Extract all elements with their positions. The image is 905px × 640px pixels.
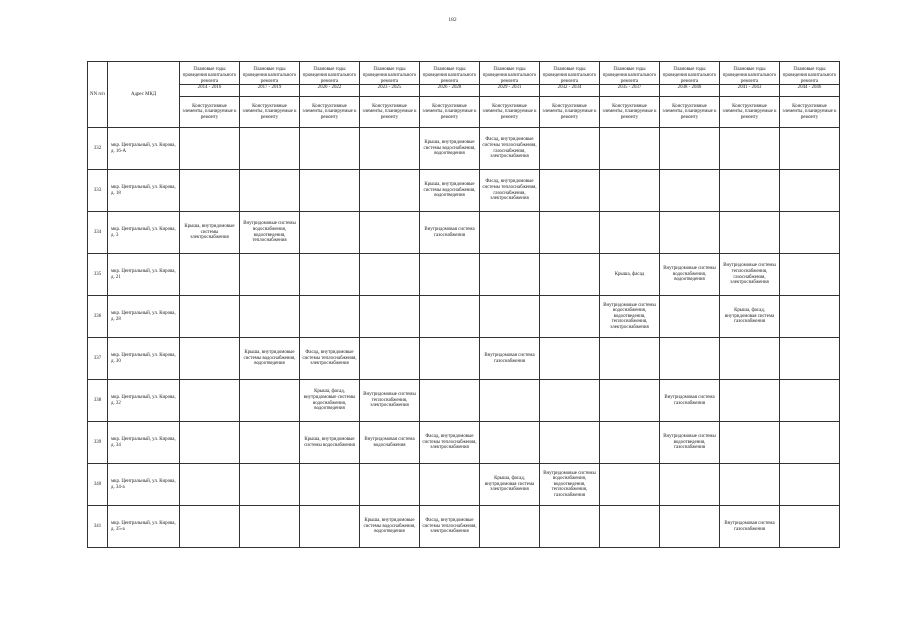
row-address-cell bbox=[108, 170, 180, 212]
repair-cell: Крыша, внутридомовые системы водоснабжения, водоотведения bbox=[420, 170, 480, 212]
row-address: мкр. Центральный, ул. Кирова, д. 3 bbox=[111, 226, 176, 238]
repair-cell: Внутридомовая система водоснабжения bbox=[360, 422, 420, 464]
header-period-6 bbox=[540, 62, 600, 97]
repair-cell: Крыша, внутридомовые системы водоснабжения, водоотведения bbox=[360, 506, 420, 548]
row-address-cell bbox=[108, 506, 180, 548]
table-row bbox=[88, 254, 840, 296]
repair-cell bbox=[540, 296, 600, 338]
repair-cell bbox=[780, 422, 840, 464]
repair-cell: Внутридомовая система газоснабжения bbox=[480, 338, 540, 380]
repair-cell bbox=[600, 128, 660, 170]
repair-cell bbox=[600, 170, 660, 212]
row-address: мкр. Центральный, ул. Кирова, д. 18 bbox=[111, 184, 176, 196]
row-address-cell bbox=[108, 296, 180, 338]
repair-cell: Фасад, внутридомовые системы теплоснабжения, газоснабжения, электроснабжения bbox=[480, 128, 540, 170]
repair-cell bbox=[300, 296, 360, 338]
repair-cell bbox=[240, 380, 300, 422]
repair-cell bbox=[180, 464, 240, 506]
repair-cell bbox=[480, 212, 540, 254]
header-period-label: Плановые годы проведения капитального ремонта bbox=[722, 67, 777, 84]
repair-cell bbox=[180, 128, 240, 170]
repair-cell: Крыша, внутридомовые системы водоснабжения, водоотведения bbox=[240, 338, 300, 380]
repair-cell bbox=[180, 506, 240, 548]
repair-cell bbox=[480, 422, 540, 464]
repair-cell: Внутридомовая система газоснабжения bbox=[420, 212, 480, 254]
header-period-label: Плановые годы проведения капитального ремонта bbox=[182, 67, 237, 84]
header-period-years: 2020 - 2022 bbox=[300, 84, 359, 91]
repair-cell bbox=[540, 380, 600, 422]
table-row bbox=[88, 212, 840, 254]
repair-cell bbox=[720, 170, 780, 212]
repair-cell: Крыша, фасад bbox=[600, 254, 660, 296]
repair-cell bbox=[240, 254, 300, 296]
repair-cell bbox=[360, 170, 420, 212]
header-period-years: 2044 - 2046 bbox=[780, 84, 839, 91]
repair-cell bbox=[660, 296, 720, 338]
capital-repair-schedule-table bbox=[87, 61, 840, 548]
row-number: 332 bbox=[88, 128, 108, 170]
repair-cell bbox=[420, 296, 480, 338]
repair-cell bbox=[600, 338, 660, 380]
row-number: 333 bbox=[88, 170, 108, 212]
repair-cell: Внутридомовые системы водоотведения, газоснабжения bbox=[660, 422, 720, 464]
header-period-label: Плановые годы проведения капитального ремонта bbox=[602, 67, 657, 84]
header-element-label: Конструктивные элементы, планируемые к ремонту bbox=[540, 97, 600, 128]
table-row bbox=[88, 128, 840, 170]
header-period-years: 2038 - 2040 bbox=[660, 84, 719, 91]
row-address: мкр. Центральный, ул. Кирова, д. 34 bbox=[111, 436, 176, 448]
header-period-label: Плановые годы проведения капитального ремонта bbox=[242, 67, 297, 84]
repair-cell bbox=[480, 254, 540, 296]
repair-cell bbox=[780, 128, 840, 170]
repair-cell bbox=[780, 254, 840, 296]
row-number: 340 bbox=[88, 464, 108, 506]
repair-cell bbox=[240, 464, 300, 506]
header-period-9 bbox=[720, 62, 780, 97]
row-address-cell bbox=[108, 422, 180, 464]
repair-cell bbox=[720, 338, 780, 380]
repair-cell bbox=[780, 338, 840, 380]
repair-cell bbox=[360, 254, 420, 296]
table-row bbox=[88, 380, 840, 422]
row-address-cell bbox=[108, 338, 180, 380]
repair-cell bbox=[600, 464, 660, 506]
header-period-label: Плановые годы проведения капитального ремонта bbox=[662, 67, 717, 84]
header-period-years: 2032 - 2034 bbox=[540, 84, 599, 91]
table-row bbox=[88, 506, 840, 548]
repair-cell bbox=[300, 212, 360, 254]
repair-cell bbox=[720, 380, 780, 422]
header-period-label: Плановые годы проведения капитального ремонта bbox=[422, 67, 477, 84]
repair-cell: Внутридомовая система газоснабжения bbox=[660, 380, 720, 422]
repair-cell bbox=[540, 212, 600, 254]
table-row bbox=[88, 170, 840, 212]
repair-cell: Крыша, фасад, внутридомовая система электроснабжения bbox=[480, 464, 540, 506]
repair-cell bbox=[240, 296, 300, 338]
repair-cell bbox=[180, 422, 240, 464]
page-number: 182 bbox=[448, 17, 457, 23]
repair-cell: Фасад, внутридомовые системы теплоснабжения, электроснабжения bbox=[420, 422, 480, 464]
header-element-label: Конструктивные элементы, планируемые к ремонту bbox=[180, 97, 240, 128]
repair-cell bbox=[660, 338, 720, 380]
row-address-cell bbox=[108, 380, 180, 422]
repair-cell bbox=[540, 506, 600, 548]
repair-cell bbox=[600, 506, 660, 548]
header-period-years: 2014 - 2016 bbox=[180, 84, 239, 91]
repair-cell bbox=[540, 338, 600, 380]
repair-cell bbox=[300, 254, 360, 296]
repair-cell bbox=[780, 170, 840, 212]
repair-cell: Внутридомовые системы теплоснабжения, газоснабжения, электроснабжения bbox=[720, 254, 780, 296]
row-number: 337 bbox=[88, 338, 108, 380]
repair-cell bbox=[780, 296, 840, 338]
repair-cell bbox=[780, 506, 840, 548]
row-address: мкр. Центральный, ул. Кирова, д. 16-А bbox=[111, 142, 176, 154]
row-address: мкр. Центральный, ул. Кирова, д. 30 bbox=[111, 352, 176, 364]
row-address: мкр. Центральный, ул. Кирова, д. 28 bbox=[111, 310, 176, 322]
header-period-label: Плановые годы проведения капитального ремонта bbox=[362, 67, 417, 84]
header-address: Адрес МКД bbox=[108, 62, 180, 128]
repair-cell: Внутридомовые системы водоснабжения, водоотведения, теплоснабжения, газоснабжения bbox=[540, 464, 600, 506]
header-element-label: Конструктивные элементы, планируемые к ремонту bbox=[300, 97, 360, 128]
repair-cell bbox=[660, 464, 720, 506]
repair-cell bbox=[780, 212, 840, 254]
header-element-label: Конструктивные элементы, планируемые к ремонту bbox=[660, 97, 720, 128]
repair-cell bbox=[720, 422, 780, 464]
header-element-label: Конструктивные элементы, планируемые к ремонту bbox=[360, 97, 420, 128]
header-period-5 bbox=[480, 62, 540, 97]
repair-cell: Крыша, фасад, внутридомовые системы водоснабжения, водоотведения bbox=[300, 380, 360, 422]
header-nn: NN п/п bbox=[88, 62, 108, 128]
repair-cell bbox=[720, 212, 780, 254]
repair-cell bbox=[540, 254, 600, 296]
repair-cell bbox=[240, 128, 300, 170]
repair-cell bbox=[240, 170, 300, 212]
header-period-1 bbox=[240, 62, 300, 97]
repair-cell bbox=[360, 128, 420, 170]
row-address: мкр. Центральный, ул. Кирова, д. 32 bbox=[111, 394, 176, 406]
repair-cell bbox=[360, 338, 420, 380]
repair-cell bbox=[420, 254, 480, 296]
repair-cell bbox=[480, 296, 540, 338]
repair-cell bbox=[240, 506, 300, 548]
repair-cell: Фасад, внутридомовые системы теплоснабжения, электроснабжения bbox=[300, 338, 360, 380]
table-row bbox=[88, 338, 840, 380]
header-period-10 bbox=[780, 62, 840, 97]
header-period-8 bbox=[660, 62, 720, 97]
repair-cell bbox=[180, 380, 240, 422]
repair-cell bbox=[360, 296, 420, 338]
repair-cell bbox=[300, 170, 360, 212]
header-period-4 bbox=[420, 62, 480, 97]
repair-cell bbox=[180, 170, 240, 212]
row-number: 334 bbox=[88, 212, 108, 254]
row-number: 336 bbox=[88, 296, 108, 338]
repair-cell: Внутридомовые системы водоснабжения, водоотведения bbox=[660, 254, 720, 296]
header-period-years: 2035 - 2037 bbox=[600, 84, 659, 91]
repair-cell: Крыша, фасад, внутридомовая система газоснабжения bbox=[720, 296, 780, 338]
row-address-cell bbox=[108, 212, 180, 254]
repair-cell bbox=[300, 506, 360, 548]
table-row bbox=[88, 464, 840, 506]
header-period-label: Плановые годы проведения капитального ремонта bbox=[482, 67, 537, 84]
repair-cell bbox=[180, 338, 240, 380]
repair-cell bbox=[360, 464, 420, 506]
header-period-years: 2023 - 2025 bbox=[360, 84, 419, 91]
repair-cell bbox=[600, 212, 660, 254]
header-element-label: Конструктивные элементы, планируемые к ремонту bbox=[240, 97, 300, 128]
repair-cell bbox=[600, 380, 660, 422]
table-row bbox=[88, 422, 840, 464]
repair-cell bbox=[660, 506, 720, 548]
repair-cell bbox=[300, 464, 360, 506]
repair-cell: Фасад, внутридомовые системы теплоснабжения, электроснабжения bbox=[420, 506, 480, 548]
repair-cell bbox=[480, 506, 540, 548]
header-period-label: Плановые годы проведения капитального ремонта bbox=[782, 67, 837, 84]
header-element-label: Конструктивные элементы, планируемые к ремонту bbox=[600, 97, 660, 128]
repair-cell: Крыша, внутридомовые системы водоснабжения bbox=[300, 422, 360, 464]
row-address: мкр. Центральный, ул. Кирова, д. 35-а bbox=[111, 520, 176, 532]
repair-cell: Фасад, внутридомовые системы теплоснабжения, газоснабжения, электроснабжения bbox=[480, 170, 540, 212]
table-row bbox=[88, 296, 840, 338]
repair-cell: Крыша, внутридомовые системы водоснабжения, водоотведения bbox=[420, 128, 480, 170]
header-period-years: 2041 - 2043 bbox=[720, 84, 779, 91]
header-element-label: Конструктивные элементы, планируемые к ремонту bbox=[780, 97, 840, 128]
repair-cell: Крыша, внутридомовые системы электроснабжения bbox=[180, 212, 240, 254]
repair-cell bbox=[240, 422, 300, 464]
repair-cell bbox=[780, 464, 840, 506]
row-address-cell bbox=[108, 464, 180, 506]
header-period-0 bbox=[180, 62, 240, 97]
header-period-label: Плановые годы проведения капитального ремонта bbox=[542, 67, 597, 84]
repair-cell: Внутридомовая система газоснабжения bbox=[720, 506, 780, 548]
repair-cell bbox=[420, 380, 480, 422]
header-period-years: 2029 - 2031 bbox=[480, 84, 539, 91]
header-period-years: 2017 - 2019 bbox=[240, 84, 299, 91]
row-number: 338 bbox=[88, 380, 108, 422]
repair-cell bbox=[720, 464, 780, 506]
repair-cell bbox=[780, 380, 840, 422]
repair-cell bbox=[420, 464, 480, 506]
header-period-2 bbox=[300, 62, 360, 97]
row-address-cell bbox=[108, 128, 180, 170]
repair-cell bbox=[600, 422, 660, 464]
header-period-7 bbox=[600, 62, 660, 97]
repair-cell bbox=[540, 128, 600, 170]
repair-cell bbox=[660, 212, 720, 254]
repair-cell bbox=[180, 254, 240, 296]
repair-cell bbox=[420, 338, 480, 380]
header-period-years: 2026 - 2028 bbox=[420, 84, 479, 91]
header-period-3 bbox=[360, 62, 420, 97]
repair-cell bbox=[660, 170, 720, 212]
row-number: 335 bbox=[88, 254, 108, 296]
header-element-label: Конструктивные элементы, планируемые к ремонту bbox=[480, 97, 540, 128]
repair-cell bbox=[360, 212, 420, 254]
repair-cell bbox=[540, 170, 600, 212]
repair-cell bbox=[720, 128, 780, 170]
row-address: мкр. Центральный, ул. Кирова, д. 34-а bbox=[111, 478, 176, 490]
repair-cell: Внутридомовые системы теплоснабжения, электроснабжения bbox=[360, 380, 420, 422]
row-address-cell bbox=[108, 254, 180, 296]
repair-cell bbox=[300, 128, 360, 170]
repair-cell bbox=[540, 422, 600, 464]
row-number: 339 bbox=[88, 422, 108, 464]
repair-cell: Внутридомовые системы водоснабжения, водоотведения, теплоснабжения bbox=[240, 212, 300, 254]
header-period-label: Плановые годы проведения капитального ремонта bbox=[302, 67, 357, 84]
repair-cell: Внутридомовые системы водоснабжения, водоотведения, теплоснабжения, электроснабжения bbox=[600, 296, 660, 338]
header-element-label: Конструктивные элементы, планируемые к ремонту bbox=[720, 97, 780, 128]
repair-cell bbox=[660, 128, 720, 170]
repair-cell bbox=[180, 296, 240, 338]
header-element-label: Конструктивные элементы, планируемые к ремонту bbox=[420, 97, 480, 128]
repair-cell bbox=[480, 380, 540, 422]
row-number: 341 bbox=[88, 506, 108, 548]
row-address: мкр. Центральный, ул. Кирова, д. 21 bbox=[111, 268, 176, 280]
